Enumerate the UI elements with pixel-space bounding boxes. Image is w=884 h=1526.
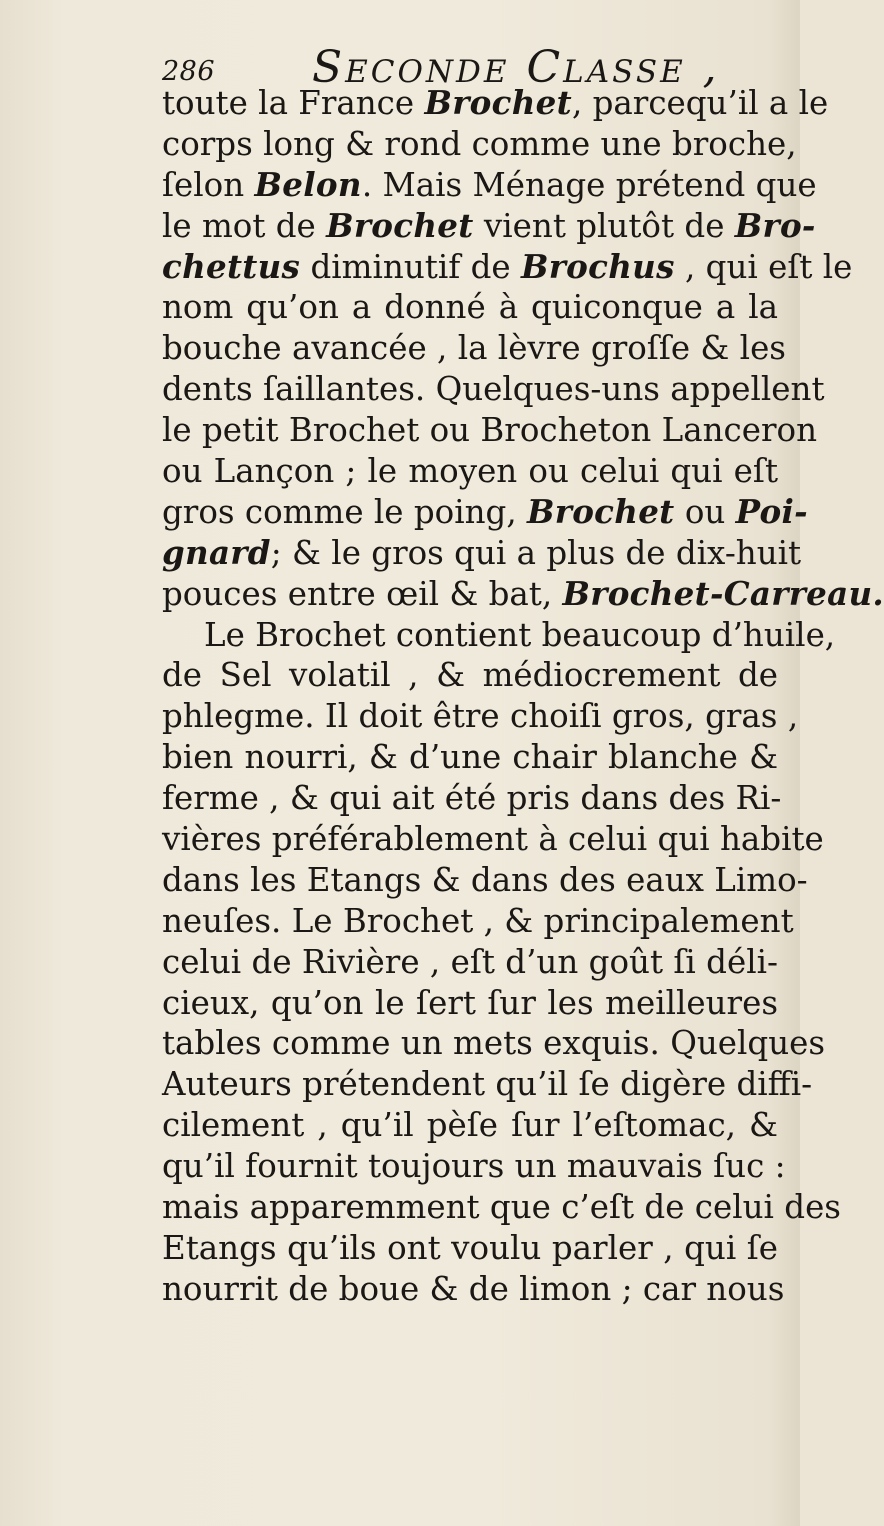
text-run: corps long & rond comme une broche, bbox=[162, 124, 797, 163]
text-run: neuſes. Le Brochet , & principalement bbox=[162, 901, 794, 940]
text-run: diminutif de bbox=[300, 247, 521, 286]
text-run: le mot de bbox=[162, 206, 327, 245]
text-line bbox=[162, 1187, 841, 1228]
text-run: le petit Brochet ou Brocheton Lanceron bbox=[162, 411, 818, 450]
text-line bbox=[162, 615, 836, 656]
text-run: , parcequ’il a le bbox=[571, 84, 829, 122]
text-line bbox=[162, 942, 778, 983]
text-run: vient plutôt de bbox=[473, 206, 735, 245]
text-run: . Mais Ménage prétend que bbox=[361, 165, 817, 204]
text-run: ou Lançon ; le moyen ou celui qui eſt bbox=[162, 452, 778, 491]
text-line bbox=[162, 164, 817, 206]
text-line bbox=[162, 205, 816, 247]
text-run: bien nourri, & d’une chair blanche & bbox=[162, 738, 778, 777]
text-line bbox=[162, 655, 778, 696]
text-run: mais apparemment que c’eſt de celui des bbox=[162, 1188, 841, 1227]
text-line bbox=[162, 124, 797, 165]
italic-term: Belon bbox=[254, 164, 362, 204]
text-line bbox=[162, 246, 853, 288]
italic-term: chettus bbox=[162, 246, 301, 286]
text-run: Etangs qu’ils ont voulu parler , qui ſe bbox=[162, 1228, 778, 1267]
text-run: dans les Etangs & dans des eaux Limo- bbox=[162, 860, 808, 899]
text-line bbox=[162, 1146, 786, 1187]
text-line bbox=[162, 573, 884, 615]
italic-term: Poi- bbox=[735, 491, 808, 531]
italic-term: Brochet bbox=[527, 491, 675, 531]
text-run: ; & le gros qui a plus de dix-huit bbox=[270, 533, 802, 572]
text-run: nom qu’on a donné à quiconque a la bbox=[162, 288, 778, 327]
text-line bbox=[162, 287, 778, 328]
italic-term: Brochet-Carreau. bbox=[562, 573, 884, 613]
text-run: Auteurs prétendent qu’il ſe digère diffi- bbox=[162, 1065, 813, 1104]
text-line bbox=[162, 901, 794, 942]
text-run: ferme , & qui ait été pris dans des Ri- bbox=[162, 779, 782, 818]
text-line bbox=[162, 532, 802, 574]
text-run: cilement , qu’il pèſe ſur l’eſtomac, & bbox=[162, 1106, 778, 1145]
text-run: Le Brochet contient beaucoup d’huile, bbox=[204, 615, 836, 654]
italic-term: Brochus bbox=[520, 246, 675, 286]
text-run: qu’il fournit toujours un mauvais ſuc : bbox=[162, 1147, 786, 1186]
text-line bbox=[162, 328, 786, 369]
text-run: toute la France bbox=[162, 84, 425, 122]
text-line bbox=[162, 369, 825, 410]
text-run: bouche avancée , la lèvre groſſe & les bbox=[162, 329, 786, 368]
text-run: nourrit de boue & de limon ; car nous bbox=[162, 1269, 785, 1308]
text-run: ou bbox=[674, 492, 736, 531]
text-line bbox=[162, 83, 829, 124]
text-line bbox=[162, 860, 808, 901]
italic-term: Brochet bbox=[424, 83, 572, 122]
text-run: pouces entre œil & bat, bbox=[162, 574, 563, 613]
text-run: vières préférablement à celui qui habite bbox=[162, 820, 824, 859]
text-run: gros comme le poing, bbox=[162, 492, 528, 531]
text-line bbox=[162, 1023, 826, 1064]
text-line bbox=[162, 778, 782, 819]
page-number: 286 bbox=[162, 56, 216, 87]
text-line bbox=[162, 1105, 778, 1146]
text-run: phlegme. Il doit être choiſi gros, gras , bbox=[162, 697, 799, 736]
body-text bbox=[162, 83, 884, 1310]
italic-term: Brochet bbox=[326, 205, 474, 245]
text-run: celui de Rivière , eſt d’un goût ſi déli- bbox=[162, 942, 778, 981]
text-run: cieux, qu’on le ſert ſur les meilleures bbox=[162, 983, 778, 1022]
text-line bbox=[162, 410, 818, 451]
text-run: , qui eſt le bbox=[674, 247, 853, 286]
italic-term: Bro- bbox=[734, 205, 816, 245]
text-line bbox=[162, 451, 778, 492]
text-line bbox=[162, 491, 808, 533]
text-run: de Sel volatil , & médiocrement de bbox=[162, 656, 778, 695]
text-run: ſelon bbox=[162, 165, 255, 204]
text-run: tables comme un mets exquis. Quelques bbox=[162, 1024, 826, 1063]
text-line bbox=[162, 696, 799, 737]
text-line bbox=[162, 983, 778, 1024]
italic-term: gnard bbox=[162, 532, 271, 572]
text-run: dents ſaillantes. Quelques-uns appellent bbox=[162, 370, 825, 409]
text-line bbox=[162, 1269, 785, 1310]
text-line bbox=[162, 737, 778, 778]
text-line bbox=[162, 1064, 813, 1105]
text-line bbox=[162, 819, 824, 860]
running-title: Seconde Classe , bbox=[312, 42, 720, 93]
text-line bbox=[162, 1228, 778, 1269]
